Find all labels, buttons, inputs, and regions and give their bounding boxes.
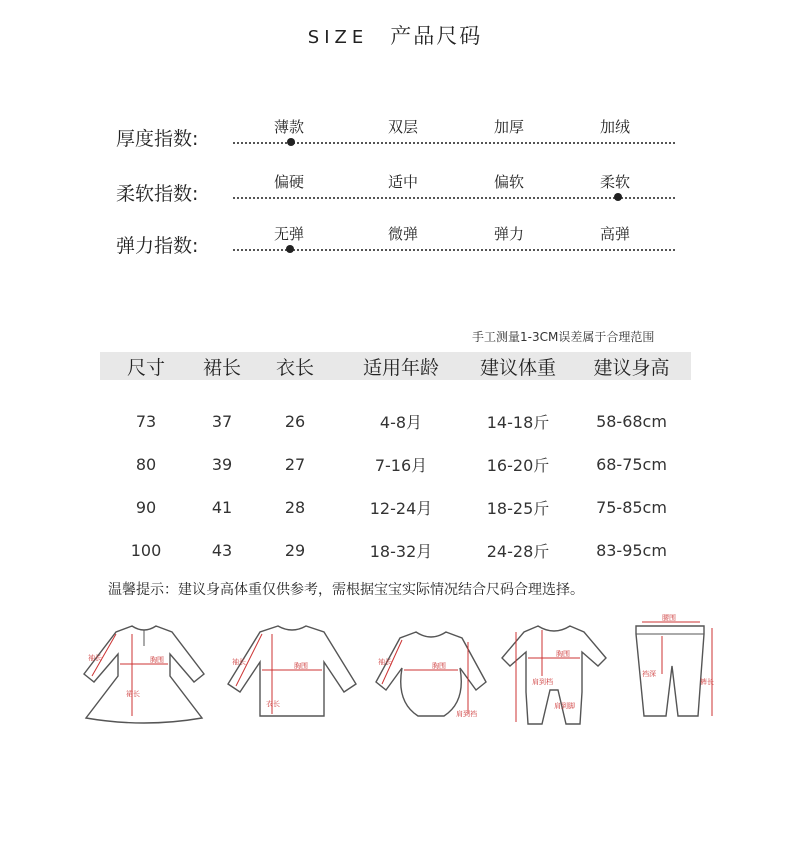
cell-age: 4-8月 <box>379 413 423 432</box>
bodysuit-chest-label: 胸围 <box>432 662 446 670</box>
cell-size: 100 <box>130 541 162 560</box>
cell-top-length: 26 <box>284 412 306 431</box>
header-top-length: 衣长 <box>252 352 338 380</box>
cell-height: 83-95cm <box>596 541 667 560</box>
thickness-dotted-line <box>233 142 675 144</box>
dress-length-label: 裙长 <box>126 690 140 698</box>
warm-tip: 温馨提示：建议身高体重仅供参考，需根据宝宝实际情况结合尺码合理选择。 <box>108 582 584 598</box>
cell-height: 68-75cm <box>596 455 667 474</box>
table-row <box>100 380 691 443</box>
cell-top-length: 29 <box>284 541 306 560</box>
page-title <box>0 20 790 50</box>
cell-weight: 16-20斤 <box>486 456 550 475</box>
table-row <box>100 529 691 572</box>
cell-size: 80 <box>135 455 157 474</box>
thickness-marker <box>287 138 295 146</box>
dress-chest-label: 胸围 <box>150 656 164 664</box>
cell-size: 90 <box>135 498 157 517</box>
romper-length-label: 肩到脚 <box>554 702 575 710</box>
thickness-option: 薄款 <box>274 118 305 136</box>
elasticity-dotted-line <box>233 249 675 251</box>
softness-label: 柔软指数: <box>116 183 199 205</box>
elasticity-index-row <box>0 225 790 271</box>
header-age: 适用年龄 <box>338 352 464 380</box>
size-table <box>100 352 691 572</box>
softness-option: 适中 <box>388 173 419 191</box>
softness-index-row <box>0 173 790 219</box>
cell-height: 58-68cm <box>596 412 667 431</box>
cell-age: 18-32月 <box>369 542 433 561</box>
dress-diagram <box>80 612 208 724</box>
header-size: 尺寸 <box>100 352 192 380</box>
measurement-note: 手工测量1-3CM误差属于合理范围 <box>472 330 655 344</box>
elasticity-option: 高弹 <box>600 225 631 243</box>
cell-top-length: 28 <box>284 498 306 517</box>
softness-option: 柔软 <box>600 173 631 191</box>
bodysuit-sleeve-label: 袖长 <box>378 658 392 666</box>
pants-waist-label: 腰围 <box>662 614 676 622</box>
elasticity-option: 弹力 <box>494 225 525 243</box>
header-weight: 建议体重 <box>464 352 572 380</box>
cell-size: 73 <box>135 412 157 431</box>
cell-dress-length: 39 <box>211 455 233 474</box>
table-header-row <box>100 352 691 380</box>
softness-dotted-line <box>233 197 675 199</box>
romper-hip-label: 肩到档 <box>532 678 553 686</box>
title-en: SIZE <box>307 27 369 48</box>
cell-height: 75-85cm <box>596 498 667 517</box>
elasticity-option: 无弹 <box>274 225 305 243</box>
thickness-option: 加厚 <box>494 118 525 136</box>
romper-diagram <box>498 612 610 730</box>
top-diagram <box>226 612 360 724</box>
thickness-option: 双层 <box>388 118 419 136</box>
bodysuit-diagram <box>372 612 490 724</box>
bodysuit-length-label: 肩到裆 <box>456 710 477 718</box>
cell-top-length: 27 <box>284 455 306 474</box>
pants-length-label: 裤长 <box>700 678 714 686</box>
dress-sleeve-label: 袖长 <box>88 654 102 662</box>
elasticity-marker <box>286 245 294 253</box>
romper-chest-label: 胸围 <box>556 650 570 658</box>
top-chest-label: 胸围 <box>294 662 308 670</box>
cell-dress-length: 43 <box>211 541 233 560</box>
header-height: 建议身高 <box>572 352 691 380</box>
thickness-label: 厚度指数: <box>116 128 199 150</box>
cell-age: 12-24月 <box>369 499 433 518</box>
cell-dress-length: 37 <box>211 412 233 431</box>
cell-dress-length: 41 <box>211 498 233 517</box>
cell-weight: 14-18斤 <box>486 413 550 432</box>
top-sleeve-label: 袖长 <box>232 658 246 666</box>
thickness-option: 加绒 <box>600 118 631 136</box>
elasticity-label: 弹力指数: <box>116 235 199 257</box>
thickness-index-row <box>0 118 790 164</box>
softness-marker <box>614 193 622 201</box>
top-length-label: 衣长 <box>266 700 280 708</box>
pants-diagram <box>628 612 720 724</box>
elasticity-option: 微弹 <box>388 225 419 243</box>
header-dress-length: 裙长 <box>192 352 252 380</box>
cell-weight: 18-25斤 <box>486 499 550 518</box>
cell-age: 7-16月 <box>374 456 428 475</box>
cell-weight: 24-28斤 <box>486 542 550 561</box>
table-row <box>100 486 691 529</box>
softness-option: 偏软 <box>494 173 525 191</box>
pants-crotch-label: 裆深 <box>642 670 656 678</box>
table-row <box>100 443 691 486</box>
title-cn: 产品尺码 <box>390 24 483 48</box>
softness-option: 偏硬 <box>274 173 305 191</box>
